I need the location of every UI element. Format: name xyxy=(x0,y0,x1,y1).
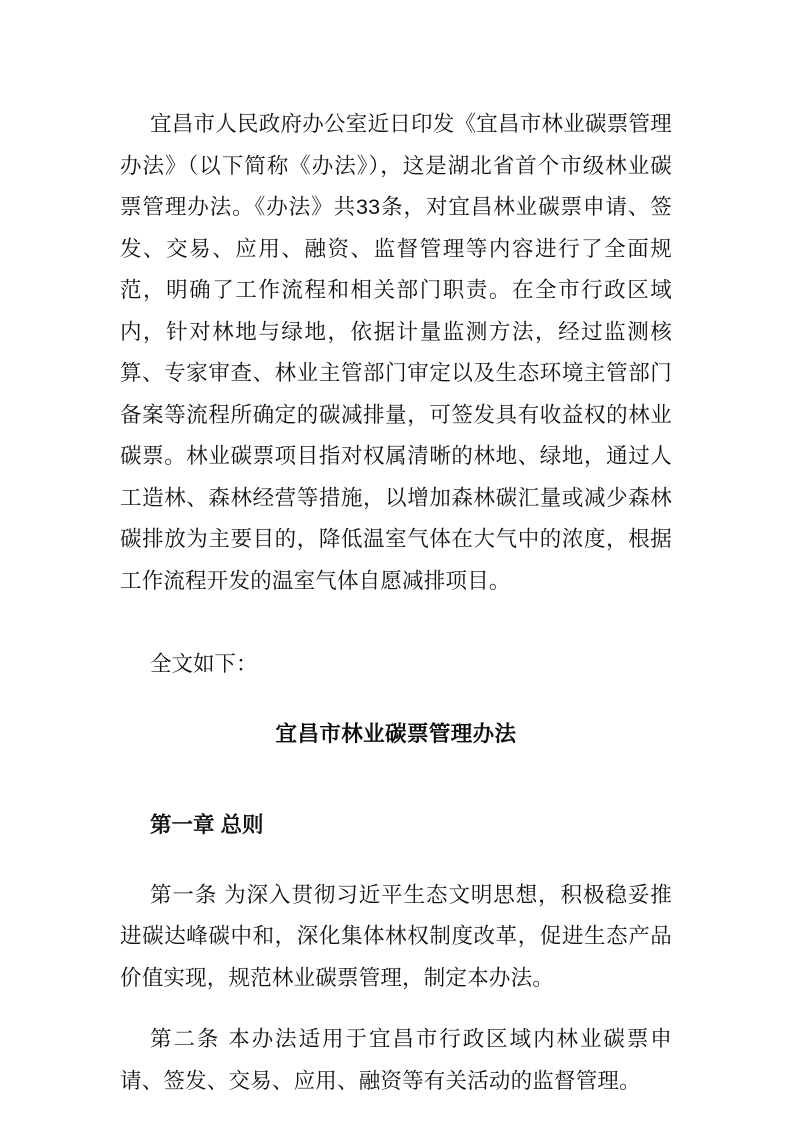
chapter-heading: 第一章 总则 xyxy=(150,813,264,837)
page-title: 宜昌市林业碳票管理办法 xyxy=(275,721,517,746)
spacer-after-lead xyxy=(120,602,672,644)
spacer-before-title xyxy=(120,686,672,714)
article-2-paragraph: 第二条 本办法适用于宜昌市行政区域内林业碳票申请、签发、交易、应用、融资等有关活动的监督管理。 xyxy=(120,1027,672,1093)
full-text-note: 全文如下： xyxy=(150,652,258,676)
lead-paragraph: 宜昌市人民政府办公室近日印发《宜昌市林业碳票管理办法》（以下简称《办法》），这是湖北省首个市级林业碳票管理办法。《办法》共33条，对宜昌林业碳票申请、签发、交易、应用、融资、监督管理等内容进行了全面规范，明确了工作流程和相关部门职责。在全市行政区域内，针对林地与绿地，依据计量监测方法，经过监测核算、专家审查、林业主管部门审定以及生态环境主管部门备案等流程所确定的碳减排量，可签发具有收益权的林业碳票。林业碳票项目指对权属清晰的林地、绿地，通过人工造林、森林经营等措施，以增加森林碳汇量或减少森林碳排放为主要目的，降低温室气体在大气中的浓度，根据工作流程开发的温室气体自愿减排项目。 xyxy=(120,112,672,593)
spacer-between-articles xyxy=(120,999,672,1019)
article-1-paragraph: 第一条 为深入贯彻习近平生态文明思想，积极稳妥推进碳达峰碳中和，深化集体林权制度改革，促进生态产品价值实现，规范林业碳票管理，制定本办法。 xyxy=(120,882,672,990)
spacer-before-chapter xyxy=(120,785,672,805)
document-body xyxy=(120,104,672,1102)
spacer-after-chapter xyxy=(120,847,672,875)
spacer-after-title xyxy=(120,755,672,785)
